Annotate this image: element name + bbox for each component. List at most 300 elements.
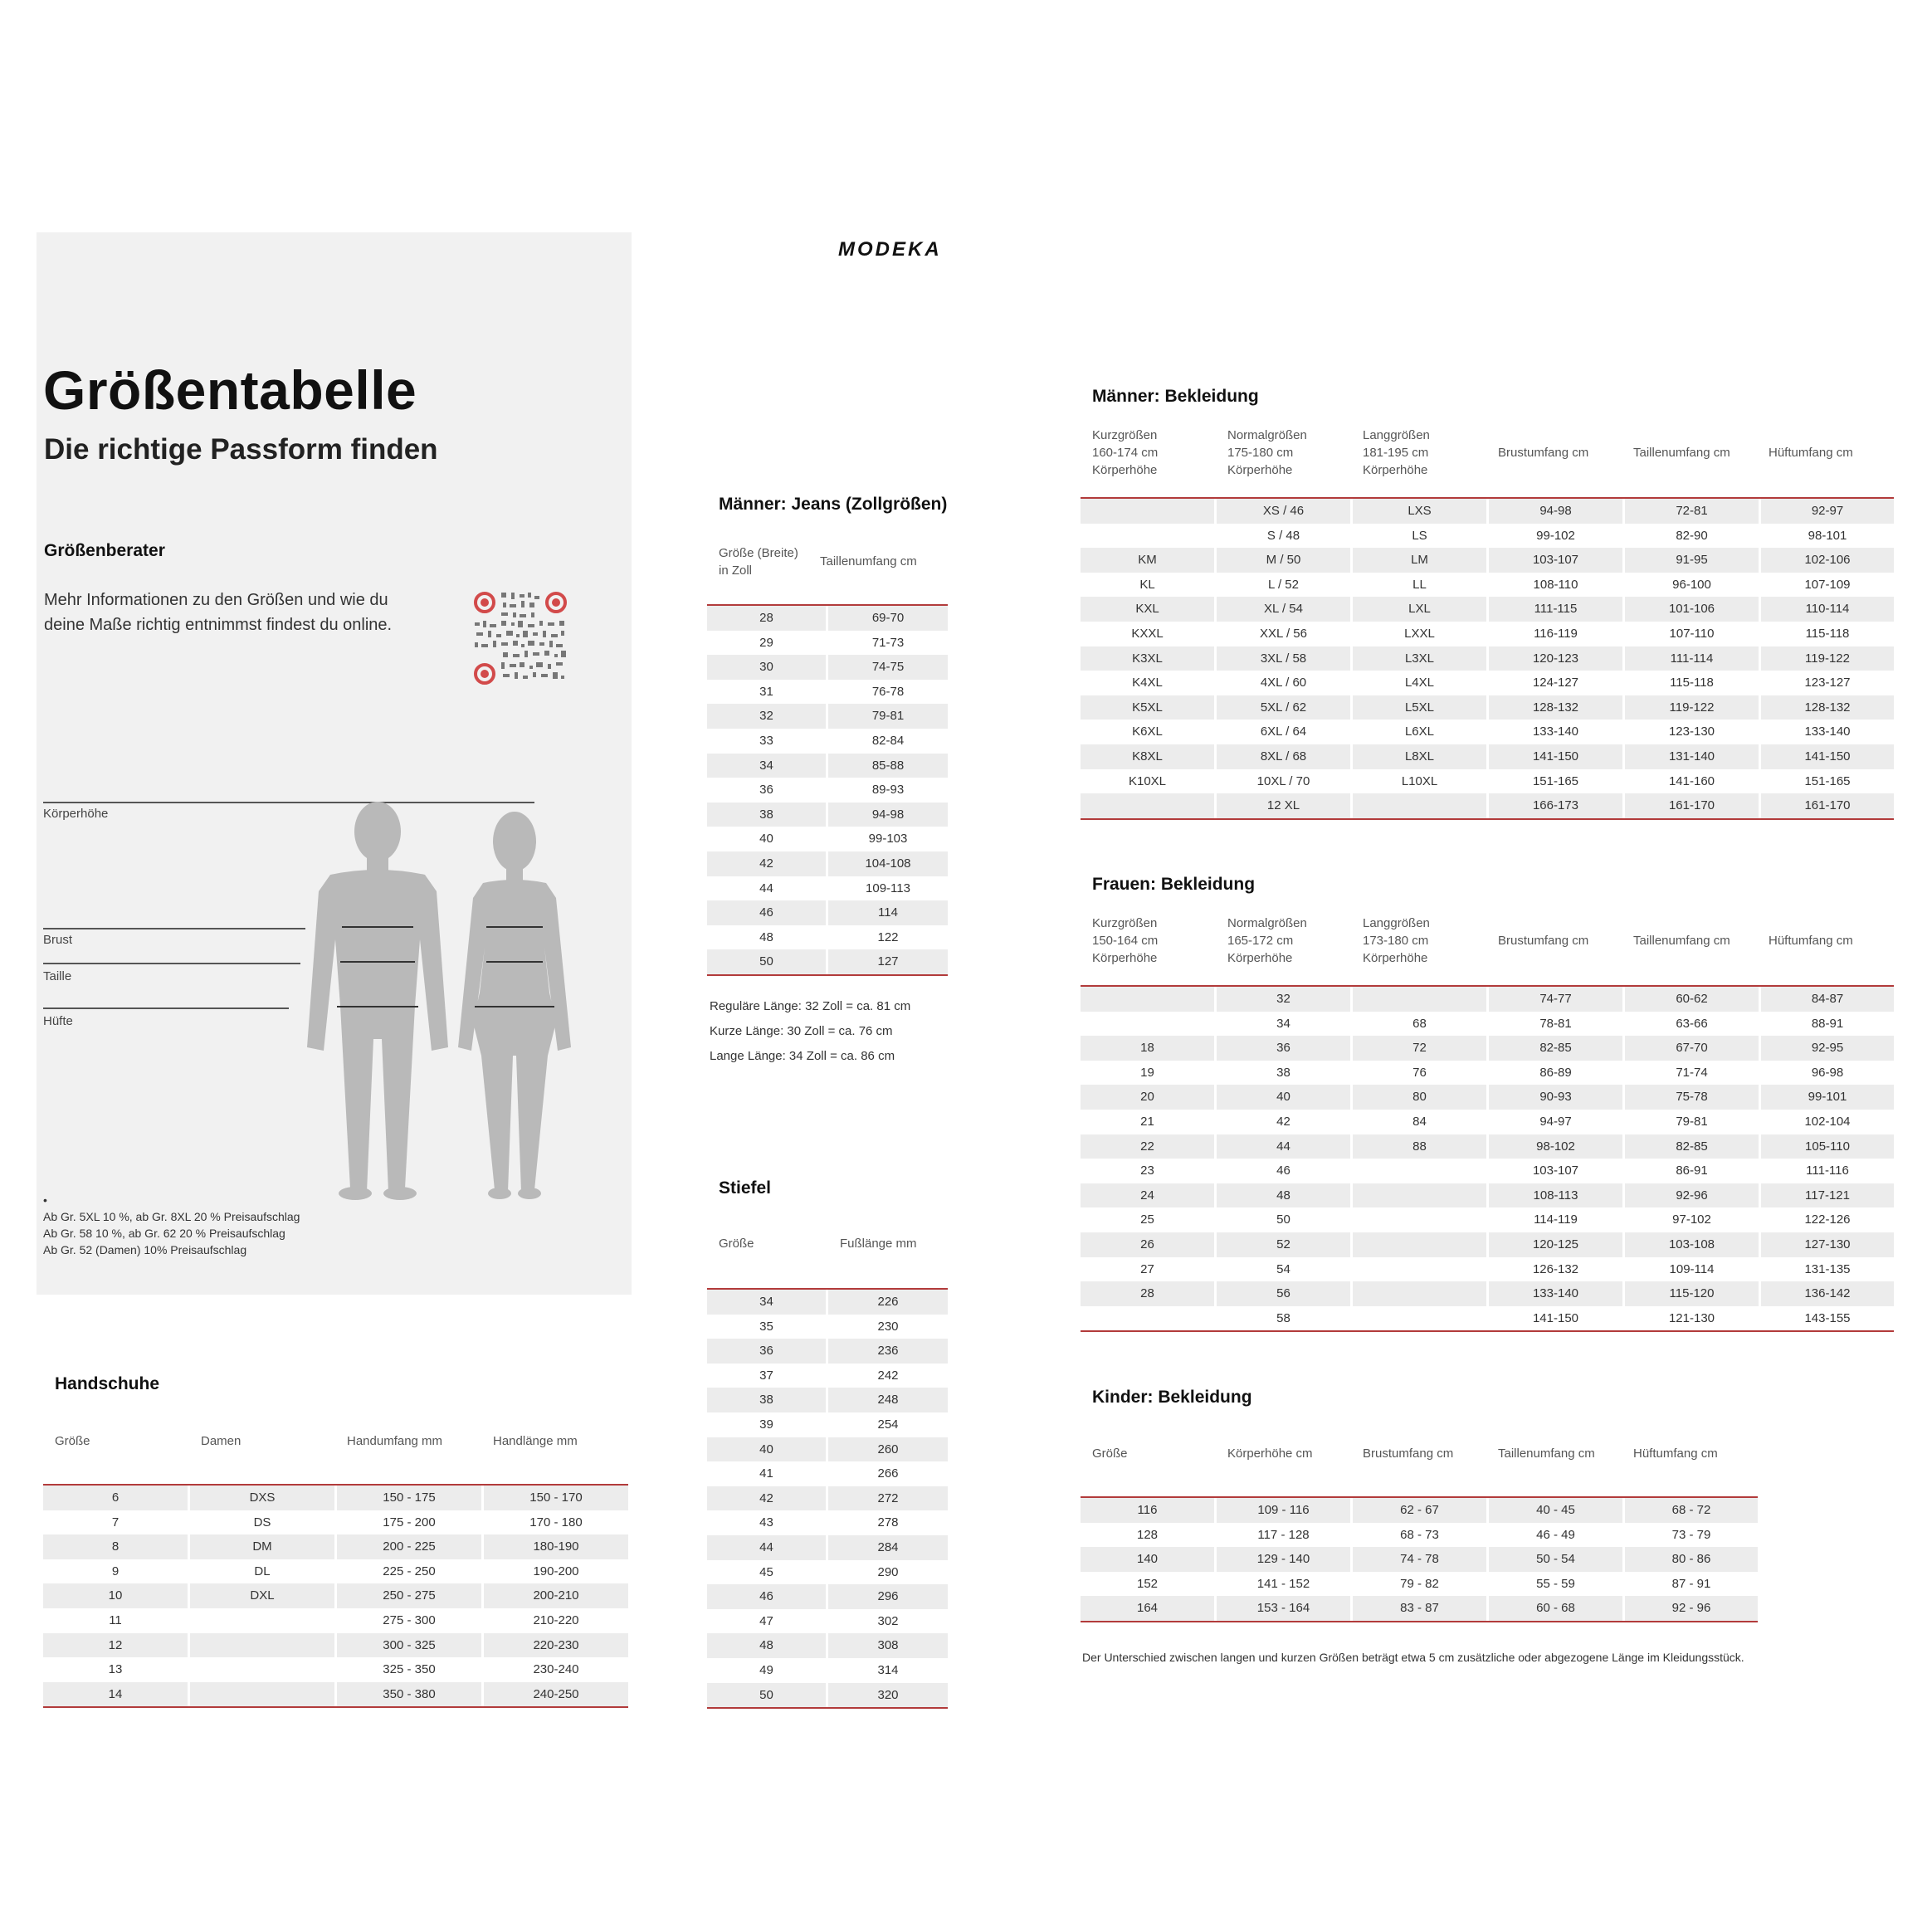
jeans-table-cell: 122: [877, 929, 899, 944]
women-table-cell: 24: [1081, 1183, 1214, 1208]
men-header-cell: [1486, 427, 1622, 479]
men-table-cell: 116-119: [1534, 626, 1578, 641]
women-table-cell: 103-107: [1532, 1164, 1579, 1178]
boots-table-cell: 43: [759, 1515, 773, 1530]
jeans-note: Kurze Länge: 30 Zoll = ca. 76 cm: [710, 1024, 893, 1038]
gloves-table-row: [43, 1510, 628, 1535]
men-table-cell: 120-123: [1489, 646, 1622, 671]
gloves-table-cell: [190, 1657, 334, 1682]
women-table-cell: 18: [1081, 1036, 1214, 1061]
jeans-table-cell: 28: [707, 606, 826, 631]
women-table-cell: 80: [1353, 1085, 1486, 1110]
men-header-line: Hüftumfang cm: [1769, 446, 1853, 460]
boots-table-row: [707, 1388, 948, 1412]
men-table-cell: M / 50: [1217, 548, 1350, 573]
gloves-table-row: [43, 1583, 628, 1608]
women-header-line: Körperhöhe: [1227, 951, 1293, 965]
women-table-row: [1081, 1257, 1894, 1282]
jeans-table-cell: 85-88: [828, 754, 948, 778]
women-table-cell: 133-140: [1489, 1281, 1622, 1306]
jeans-table-cell: 32: [707, 704, 826, 729]
women-table-cell: 82-85: [1625, 1134, 1759, 1159]
men-table-cell: 101-106: [1625, 597, 1759, 622]
men-header-line: Körperhöhe: [1227, 463, 1293, 477]
women-table-cell: 122-126: [1804, 1212, 1851, 1227]
men-table-cell: KL: [1139, 577, 1155, 592]
gloves-table-cell: 225 - 250: [383, 1564, 436, 1578]
men-table-cell: 107-109: [1804, 577, 1851, 592]
women-table-cell: [1353, 1257, 1486, 1282]
women-table-cell: 36: [1217, 1036, 1350, 1061]
men-table-row: [1081, 524, 1894, 549]
men-table-cell: 72-81: [1625, 499, 1759, 524]
women-table-cell: [1081, 1306, 1214, 1331]
jeans-table-cell: 33: [759, 733, 773, 748]
women-header-line: 150-164 cm: [1092, 934, 1159, 948]
women-table-cell: 56: [1217, 1281, 1350, 1306]
women-header-line: Taillenumfang cm: [1633, 934, 1730, 948]
jeans-title: Männer: Jeans (Zollgrößen): [719, 495, 948, 514]
boots-table-cell: 302: [877, 1613, 899, 1628]
women-table-row: [1081, 1232, 1894, 1257]
kids-table-cell: 40 - 45: [1489, 1498, 1622, 1523]
men-table-row: [1081, 793, 1894, 818]
gloves-table-cell: 150 - 170: [484, 1486, 628, 1510]
boots-table-cell: 40: [707, 1437, 826, 1462]
jeans-note: Reguläre Länge: 32 Zoll = ca. 81 cm: [710, 999, 911, 1013]
boots-table-row: [707, 1486, 948, 1511]
men-table-row: [1081, 646, 1894, 671]
men-table-cell: K10XL: [1128, 773, 1167, 788]
boots-table-cell: 254: [877, 1417, 899, 1432]
kids-table-cell: 153 - 164: [1217, 1596, 1350, 1621]
women-table-cell: 50: [1276, 1212, 1290, 1227]
boots-table-cell: 248: [828, 1388, 948, 1412]
men-table-row: [1081, 769, 1894, 794]
boots-table-cell: 314: [877, 1662, 899, 1677]
men-header-cell: [1216, 427, 1351, 479]
women-header: [1081, 915, 1892, 967]
jeans-header-cell: Größe (Breite) in Zoll: [719, 546, 798, 578]
men-table-cell: 107-110: [1669, 626, 1715, 641]
men-table-cell: [1353, 793, 1486, 818]
men-table-cell: 103-107: [1489, 548, 1622, 573]
men-table-row: [1081, 499, 1894, 524]
gloves-table-cell: 9: [111, 1564, 120, 1578]
waist-label: Taille: [43, 969, 72, 983]
men-table-cell: 133-140: [1804, 724, 1851, 739]
women-header-cell: [1622, 915, 1757, 967]
page-title: Größentabelle: [43, 359, 417, 421]
jeans-table-cell: 71-73: [871, 635, 905, 650]
gloves-header-cell: Größe: [55, 1434, 90, 1448]
men-table-cell: [1081, 524, 1214, 549]
men-table-cell: L8XL: [1353, 744, 1486, 769]
men-table-row: [1081, 695, 1894, 720]
jeans-table-row: [707, 754, 948, 778]
boots-header-cell: Größe: [719, 1237, 754, 1251]
men-table-cell: 4XL / 60: [1260, 676, 1307, 690]
men-table-cell: 98-101: [1808, 528, 1847, 543]
gloves-table-cell: 7: [111, 1515, 120, 1530]
women-header-cell: [1081, 915, 1216, 967]
jeans-table-cell: 94-98: [828, 803, 948, 827]
women-table-cell: 67-70: [1625, 1036, 1759, 1061]
men-table-cell: LXXL: [1404, 626, 1435, 641]
men-table-cell: L6XL: [1404, 724, 1435, 739]
kids-header-cell: Brustumfang cm: [1363, 1447, 1454, 1461]
men-table: [1081, 497, 1894, 820]
gloves-table-cell: 220-230: [484, 1633, 628, 1658]
women-table-row: [1081, 1061, 1894, 1086]
women-header-cell: [1757, 915, 1892, 967]
kids-table-cell: 68 - 73: [1400, 1527, 1439, 1542]
women-table-cell: 94-97: [1539, 1114, 1572, 1129]
hip-label: Hüfte: [43, 1014, 73, 1028]
kids-header-cell: Hüftumfang cm: [1633, 1447, 1718, 1461]
jeans-table-cell: 40: [759, 832, 773, 846]
waist-measure-line: [43, 963, 300, 964]
boots-table-cell: 47: [759, 1613, 773, 1628]
women-table-cell: 54: [1276, 1261, 1290, 1276]
women-table-cell: 99-101: [1761, 1085, 1894, 1110]
jeans-table-cell: 109-113: [866, 881, 910, 895]
gloves-table-cell: 190-200: [533, 1564, 579, 1578]
women-header-cell: [1216, 915, 1351, 967]
women-header-line: Kurzgrößen: [1092, 916, 1158, 930]
women-table-cell: 88-91: [1811, 1016, 1844, 1031]
women-table-row: [1081, 1183, 1894, 1208]
women-table-cell: 20: [1081, 1085, 1214, 1110]
women-table-cell: 25: [1140, 1212, 1154, 1227]
men-header-cell: [1622, 427, 1757, 479]
men-table-cell: K3XL: [1081, 646, 1214, 671]
women-table-cell: 21: [1140, 1114, 1154, 1129]
kids-table-cell: 74 - 78: [1353, 1547, 1486, 1572]
women-table-row: [1081, 1134, 1894, 1159]
kids-table-row: [1081, 1523, 1758, 1548]
boots-table-cell: 41: [759, 1466, 773, 1481]
gloves-header-cell: Handumfang mm: [347, 1434, 443, 1448]
women-table-row: [1081, 1085, 1894, 1110]
women-table-cell: 71-74: [1676, 1065, 1708, 1080]
gloves-table-cell: 12: [43, 1633, 188, 1658]
gloves-table-cell: 180-190: [484, 1534, 628, 1559]
men-table-cell: 115-118: [1805, 626, 1850, 641]
jeans-table-row: [707, 729, 948, 754]
men-table-cell: 119-122: [1761, 646, 1894, 671]
boots-table-row: [707, 1658, 948, 1683]
boots-table-cell: 230: [877, 1319, 899, 1334]
men-table-cell: 133-140: [1532, 724, 1579, 739]
women-table-cell: 109-114: [1669, 1261, 1715, 1276]
men-table-cell: LL: [1412, 577, 1427, 592]
men-table-cell: XXL / 56: [1260, 626, 1307, 641]
women-table-cell: [1353, 1159, 1486, 1183]
men-table-cell: 6XL / 64: [1260, 724, 1307, 739]
hip-measure-line: [43, 1007, 289, 1009]
men-table-row: [1081, 622, 1894, 646]
gloves-table-cell: 200 - 225: [337, 1534, 481, 1559]
women-table-cell: 127-130: [1761, 1232, 1894, 1257]
gloves-table: [43, 1484, 628, 1708]
boots-table-cell: 50: [707, 1683, 826, 1708]
gloves-table-cell: 14: [43, 1682, 188, 1707]
men-header-line: Brustumfang cm: [1498, 446, 1589, 460]
boots-table-row: [707, 1412, 948, 1437]
kids-table: [1081, 1496, 1758, 1622]
women-table-cell: 74-77: [1489, 987, 1622, 1012]
men-table-cell: 5XL / 62: [1217, 695, 1350, 720]
page-subtitle: Die richtige Passform finden: [44, 433, 438, 466]
kids-table-cell: 128: [1136, 1527, 1159, 1542]
women-header-cell: [1486, 915, 1622, 967]
women-table-cell: [1353, 1281, 1486, 1306]
gloves-table-row: [43, 1608, 628, 1633]
boots-table-row: [707, 1683, 948, 1708]
men-header-cell: [1081, 427, 1216, 479]
gloves-title: Handschuhe: [55, 1374, 160, 1393]
boots-table-row: [707, 1560, 948, 1585]
gloves-table-cell: [190, 1633, 334, 1658]
male-silhouette-icon: [307, 798, 448, 1202]
women-table-cell: 121-130: [1668, 1310, 1715, 1325]
jeans-table: [707, 604, 948, 976]
women-table-cell: 44: [1217, 1134, 1350, 1159]
men-header-cell: [1757, 427, 1892, 479]
men-table-cell: 108-110: [1533, 577, 1578, 592]
brand-logo: MODEKA: [838, 238, 942, 261]
men-table-cell: L10XL: [1401, 773, 1438, 788]
men-header-cell: [1351, 427, 1486, 479]
women-table-cell: 126-132: [1532, 1261, 1579, 1276]
chest-label: Brust: [43, 933, 73, 947]
men-table-cell: 123-130: [1668, 724, 1715, 739]
boots-table-row: [707, 1339, 948, 1364]
qr-code-icon[interactable]: [473, 591, 568, 685]
jeans-table-row: [707, 631, 948, 656]
men-table-cell: KM: [1081, 548, 1214, 573]
men-table-cell: 96-100: [1672, 577, 1711, 592]
men-table-cell: S / 48: [1266, 528, 1300, 543]
men-table-cell: LXS: [1353, 499, 1486, 524]
women-table-cell: 40: [1217, 1085, 1350, 1110]
jeans-table-cell: 34: [707, 754, 826, 778]
kids-table-cell: 80 - 86: [1625, 1547, 1758, 1572]
jeans-table-cell: 36: [759, 783, 773, 798]
jeans-header: [707, 544, 933, 579]
men-table-row: [1081, 597, 1894, 622]
gloves-table-row: [43, 1486, 628, 1510]
women-table-cell: 131-135: [1804, 1261, 1851, 1276]
boots-table-row: [707, 1609, 948, 1634]
women-table-cell: 90-93: [1489, 1085, 1622, 1110]
men-table-cell: 151-165: [1804, 773, 1851, 788]
boots-table-cell: 49: [759, 1662, 773, 1677]
men-table-cell: 110-114: [1761, 597, 1894, 622]
kids-table-row: [1081, 1596, 1758, 1621]
men-table-cell: XS / 46: [1217, 499, 1350, 524]
women-table-cell: 88: [1353, 1134, 1486, 1159]
gloves-header-cell: Handlänge mm: [493, 1434, 578, 1448]
kids-table-cell: 60 - 68: [1489, 1596, 1622, 1621]
jeans-table-cell: 48: [759, 929, 773, 944]
men-table-cell: 92-97: [1761, 499, 1894, 524]
size-advisor-text: Mehr Informationen zu den Größen und wie du deine Maße richtig entnimmst findest du online.: [44, 591, 393, 634]
kids-header-cell: Größe: [1092, 1447, 1128, 1461]
kids-header: [1081, 1445, 1757, 1462]
kids-table-cell: 50 - 54: [1489, 1547, 1622, 1572]
women-table-cell: 27: [1140, 1261, 1154, 1276]
men-table-cell: 99-102: [1536, 528, 1575, 543]
gloves-table-cell: 150 - 175: [337, 1486, 481, 1510]
gloves-table-row: [43, 1559, 628, 1584]
women-table-cell: 72: [1353, 1036, 1486, 1061]
men-table-cell: 8XL / 68: [1217, 744, 1350, 769]
gloves-table-cell: 350 - 380: [337, 1682, 481, 1707]
men-table-cell: KXL: [1081, 597, 1214, 622]
chest-measure-line: [43, 928, 305, 929]
women-header-line: Normalgrößen: [1227, 916, 1307, 930]
men-table-cell: XL / 54: [1217, 597, 1350, 622]
gloves-table-cell: 325 - 350: [383, 1662, 436, 1677]
men-table-cell: 141-160: [1668, 773, 1715, 788]
men-table-row: [1081, 720, 1894, 744]
jeans-table-cell: 74-75: [828, 655, 948, 680]
jeans-table-cell: 99-103: [868, 832, 908, 846]
women-table-cell: [1353, 987, 1486, 1012]
women-header-line: 173-180 cm: [1363, 934, 1429, 948]
women-header-line: Körperhöhe: [1363, 951, 1428, 965]
kids-table-cell: 129 - 140: [1217, 1547, 1350, 1572]
boots-table-cell: 308: [828, 1633, 948, 1658]
men-table-cell: 123-127: [1804, 676, 1851, 690]
gloves-table-row: [43, 1682, 628, 1707]
gloves-table-cell: 240-250: [484, 1682, 628, 1707]
men-header: [1081, 427, 1892, 479]
boots-table-cell: 45: [759, 1564, 773, 1579]
boots-table-cell: 39: [759, 1417, 773, 1432]
women-table-cell: 76: [1412, 1065, 1427, 1080]
men-table-cell: LM: [1353, 548, 1486, 573]
boots-table-row: [707, 1584, 948, 1609]
men-table-cell: 161-170: [1761, 793, 1894, 818]
women-table-row: [1081, 1159, 1894, 1183]
men-table-row: [1081, 744, 1894, 769]
men-header-line: Kurzgrößen: [1092, 428, 1158, 442]
gloves-table-cell: 175 - 200: [383, 1515, 436, 1530]
women-table-cell: 68: [1412, 1016, 1427, 1031]
height-label: Körperhöhe: [43, 807, 109, 821]
boots-table-cell: 226: [828, 1290, 948, 1315]
kids-table-cell: 116: [1081, 1498, 1214, 1523]
kids-header-cell: Körperhöhe cm: [1227, 1447, 1313, 1461]
women-table-cell: 38: [1276, 1065, 1290, 1080]
women-table-cell: 42: [1276, 1114, 1290, 1129]
boots-table-row: [707, 1510, 948, 1535]
women-table-cell: 92-95: [1761, 1036, 1894, 1061]
men-table-cell: L / 52: [1268, 577, 1299, 592]
jeans-table-row: [707, 925, 948, 950]
men-table-cell: LS: [1412, 528, 1427, 543]
women-table-row: [1081, 1012, 1894, 1037]
gloves-table-cell: DXS: [190, 1486, 334, 1510]
women-header-line: Hüftumfang cm: [1769, 934, 1853, 948]
men-table-cell: KXXL: [1131, 626, 1164, 641]
jeans-table-cell: 82-84: [871, 733, 905, 748]
gloves-table-cell: [190, 1682, 334, 1707]
men-table-cell: K8XL: [1081, 744, 1214, 769]
women-table-row: [1081, 987, 1894, 1012]
jeans-table-cell: 89-93: [871, 783, 905, 798]
gloves-table-cell: 10: [43, 1583, 188, 1608]
men-table-cell: 115-118: [1670, 676, 1714, 690]
jeans-table-row: [707, 827, 948, 851]
jeans-table-cell: 104-108: [828, 851, 948, 876]
price-footnotes: [43, 1192, 300, 1258]
jeans-notes: [710, 994, 910, 1069]
women-header-line: Körperhöhe: [1092, 951, 1158, 965]
women-table-cell: 22: [1081, 1134, 1214, 1159]
women-header-cell: [1351, 915, 1486, 967]
men-table-cell: 3XL / 58: [1217, 646, 1350, 671]
women-table-cell: 84-87: [1761, 987, 1894, 1012]
men-table-cell: 111-115: [1489, 597, 1622, 622]
boots-table-row: [707, 1461, 948, 1486]
women-table-cell: 46: [1276, 1164, 1290, 1178]
kids-table-cell: 109 - 116: [1217, 1498, 1350, 1523]
women-header-line: Brustumfang cm: [1498, 934, 1589, 948]
women-table-cell: 58: [1276, 1310, 1290, 1325]
men-header-line: Körperhöhe: [1363, 463, 1428, 477]
women-table-cell: 75-78: [1625, 1085, 1759, 1110]
men-table-cell: 141-150: [1489, 744, 1622, 769]
gloves-table-cell: 6: [43, 1486, 188, 1510]
women-table-cell: [1353, 1208, 1486, 1232]
women-table-cell: [1081, 987, 1214, 1012]
women-table-cell: 92-96: [1625, 1183, 1759, 1208]
boots-table-cell: 38: [707, 1388, 826, 1412]
boots-table-cell: 236: [828, 1339, 948, 1364]
men-header-line: Körperhöhe: [1092, 463, 1158, 477]
jeans-table-row: [707, 606, 948, 631]
boots-table-cell: 320: [828, 1683, 948, 1708]
men-table-row: [1081, 573, 1894, 598]
jeans-header-cell: Taillenumfang cm: [820, 554, 917, 568]
jeans-table-cell: 46: [707, 900, 826, 925]
kids-table-cell: 164: [1081, 1596, 1214, 1621]
jeans-table-cell: 76-78: [871, 684, 905, 699]
boots-table-cell: 260: [828, 1437, 948, 1462]
gloves-table-cell: DXL: [190, 1583, 334, 1608]
kids-table-cell: 46 - 49: [1536, 1527, 1575, 1542]
men-header-line: Normalgrößen: [1227, 428, 1307, 442]
footnote-line: Ab Gr. 5XL 10 %, ab Gr. 8XL 20 % Preisaufschlag: [43, 1210, 300, 1223]
boots-table-cell: 242: [877, 1368, 899, 1383]
gloves-table-cell: 11: [109, 1612, 122, 1627]
jeans-table-row: [707, 778, 948, 803]
men-table-cell: 111-114: [1625, 646, 1759, 671]
men-table-cell: 141-150: [1761, 744, 1894, 769]
jeans-table-row: [707, 704, 948, 729]
men-table-row: [1081, 671, 1894, 695]
men-table-cell: 94-98: [1489, 499, 1622, 524]
boots-header-cell: Fußlänge mm: [840, 1237, 917, 1251]
gloves-table-row: [43, 1633, 628, 1658]
kids-header-cell: Taillenumfang cm: [1498, 1447, 1595, 1461]
men-header-line: 181-195 cm: [1363, 446, 1429, 460]
women-table-cell: 141-150: [1532, 1310, 1579, 1325]
